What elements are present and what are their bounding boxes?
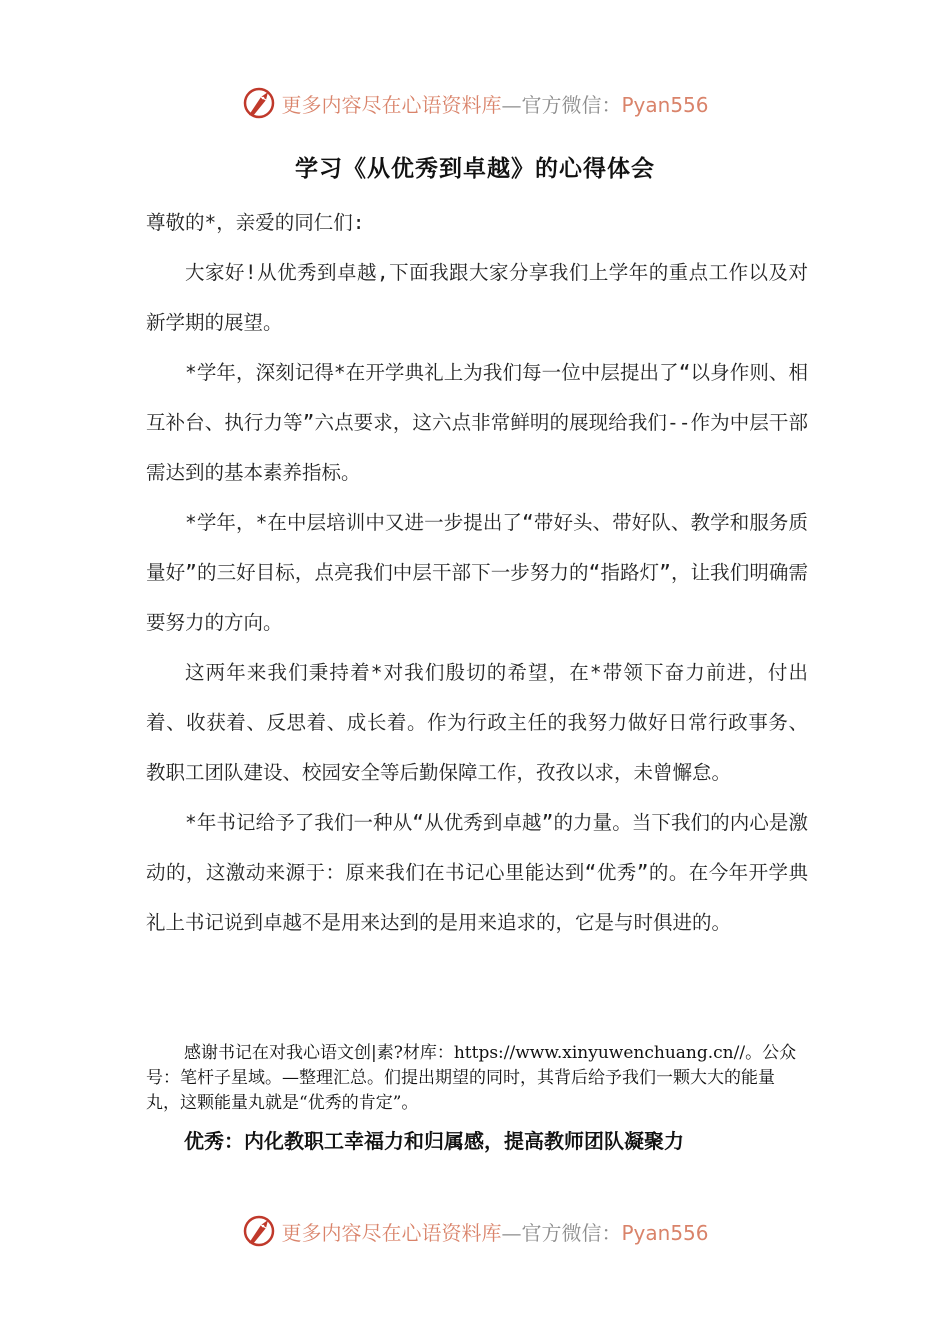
banner-wechat-id: Pyan556 [621, 92, 709, 117]
header-banner [0, 81, 950, 125]
paragraph-2: *学年，深刻记得*在开学典礼上为我们每一位中层提出了“以身作则、相互补台、执行力等”六点要求，这六点非常鲜明的展现给我们--作为中层干部需达到的基本素养指标。 [146, 361, 808, 484]
banner-wechat-label: —官方微信： [501, 92, 622, 117]
document-title: 学习《从优秀到卓越》的心得体会 [295, 155, 655, 182]
banner-text [281, 1217, 708, 1246]
paragraph-1: 大家好!从优秀到卓越,下面我跟大家分享我们上学年的重点工作以及对新学期的展望。 [146, 261, 808, 334]
paragraph-3: *学年，*在中层培训中又进一步提出了“带好头、带好队、教学和服务质量好”的三好目标，点亮我们中层干部下一步努力的“指路灯”，让我们明确需要努力的方向。 [146, 511, 808, 634]
footer-banner [0, 1209, 950, 1253]
pen-nib-circle-icon [241, 1213, 277, 1249]
banner-wechat-label: —官方微信： [501, 1220, 622, 1245]
subheading-text: 优秀：内化教职工幸福力和归属感，提高教师团队凝聚力 [184, 1129, 684, 1153]
banner-text [281, 89, 708, 118]
banner-library-name: 更多内容尽在心语资料库 [281, 92, 502, 117]
paragraph-4: 这两年来我们秉持着*对我们殷切的希望，在*带领下奋力前进，付出着、收获着、反思着、成长着。作为行政主任的我努力做好日常行政事务、教职工团队建设、校园安全等后勤保障工作，孜孜以求，未曾懈怠。 [146, 661, 808, 784]
banner-wechat-id: Pyan556 [621, 1220, 709, 1245]
banner-library-name: 更多内容尽在心语资料库 [281, 1220, 502, 1245]
salutation: 尊敬的*，亲爱的同仁们: [146, 211, 365, 234]
small-paragraph-text: 感谢书记在对我心语文创|素?材库：https://www.xinyuwenchuang.cn//。公众号：笔杆子星域。—整理汇总。们提出期望的同时，其背后给予我们一颗大大的能量丸，这颗能量丸就是“优秀的肯定”。 [146, 1043, 797, 1113]
small-paragraph [146, 1041, 808, 1116]
section-subheading [146, 1125, 846, 1154]
document-body [146, 198, 808, 948]
pen-nib-circle-icon [241, 85, 277, 121]
paragraph-5: *年书记给予了我们一种从“从优秀到卓越”的力量。当下我们的内心是激动的，这激动来源于：原来我们在书记心里能达到“优秀”的。在今年开学典礼上书记说到卓越不是用来达到的是用来追求的，它是与时俱进的。 [146, 811, 808, 934]
